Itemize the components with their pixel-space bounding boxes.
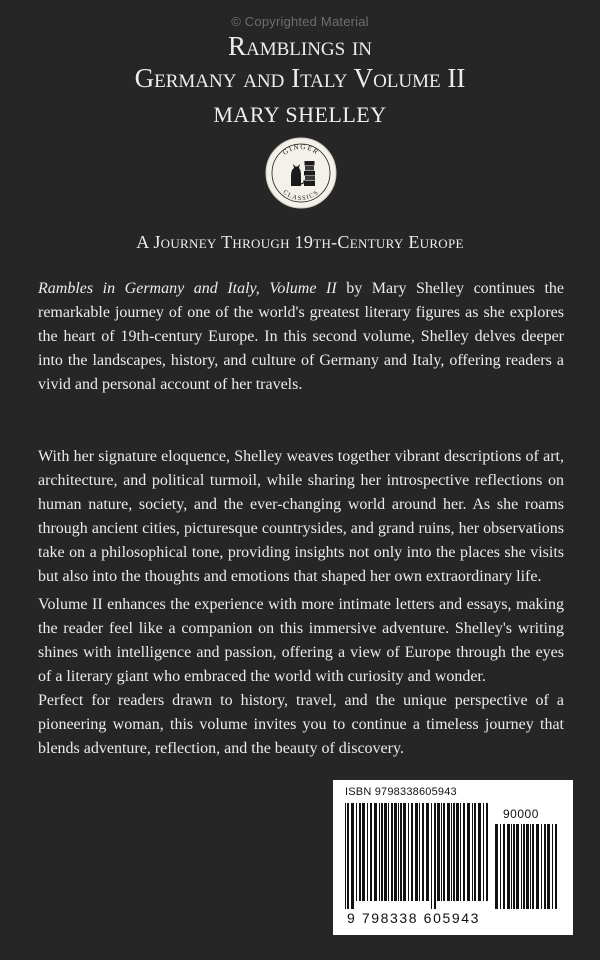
barcode-bar — [437, 803, 440, 901]
barcode-bar — [453, 803, 455, 901]
barcode-bar — [434, 803, 436, 909]
barcode-bar — [474, 803, 476, 901]
barcode-addon-bars — [493, 824, 561, 909]
barcode-bar — [511, 824, 512, 909]
barcode-addon-code: 90000 — [503, 807, 539, 821]
barcode-bar — [398, 803, 399, 901]
barcode-bar — [384, 803, 387, 901]
barcode-bar — [426, 803, 429, 901]
barcode-bar — [347, 803, 349, 909]
barcode-bar — [513, 824, 515, 909]
description-title-italic: Rambles in Germany and Italy, Volume II — [38, 280, 337, 297]
barcode-bar — [544, 824, 546, 909]
barcode-digits: 9 798338 605943 — [347, 910, 480, 926]
barcode-bar — [431, 803, 432, 909]
description-paragraph-4: Perfect for readers drawn to history, travel, and the unique perspective of a pioneering woman, this volume invites you to continue a timeless journey that blends adventure, reflection, and the beauty of discovery. — [38, 692, 564, 757]
barcode-bar — [460, 803, 461, 901]
barcode-bar — [374, 803, 377, 901]
barcode-bar — [463, 803, 465, 901]
description-paragraph-1 — [38, 277, 564, 397]
barcode-bar — [500, 824, 501, 909]
barcode-bar — [552, 824, 553, 909]
barcode-bar — [523, 824, 525, 909]
barcode-bar — [467, 803, 470, 901]
barcode-bar — [447, 803, 450, 901]
barcode-bar — [422, 803, 424, 901]
barcode-bar — [526, 824, 529, 909]
barcode-bar — [381, 803, 383, 901]
barcode-bars — [343, 803, 491, 909]
barcode-bar — [411, 803, 413, 901]
barcode-bar — [441, 803, 442, 901]
copyright-watermark: © Copyrighted Material — [231, 14, 369, 29]
author-name: MARY SHELLEY — [213, 102, 387, 127]
barcode-bar — [391, 803, 393, 901]
barcode-bar — [408, 803, 409, 901]
barcode-bar — [451, 803, 452, 901]
description-paragraph-3: Volume II enhances the experience with more intimate letters and essays, making the reader feel like a companion on this immersive adventure. Shelley's writing shines with intelligence and passion, offering a view of Europe through the eyes of a literary giant who embraced the world with curiosity and wonder. — [38, 596, 564, 685]
barcode-bar — [362, 803, 365, 901]
logo-text-bottom: CLASSICS — [281, 188, 321, 203]
barcode-bar — [351, 803, 354, 909]
barcode-bar — [345, 803, 346, 909]
barcode-bar — [472, 803, 473, 901]
isbn-label: ISBN 9798338605943 — [345, 786, 457, 798]
book-title-line-2: Germany and Italy Volume II — [134, 63, 466, 93]
book-subtitle: A Journey Through 19th-Century Europe — [136, 232, 464, 252]
barcode-bar — [370, 803, 372, 901]
barcode-bar — [530, 824, 531, 909]
barcode-bar — [507, 824, 510, 909]
logo-text-top: GINGER — [281, 142, 321, 157]
barcode-bar — [483, 803, 484, 901]
barcode-bar — [379, 803, 380, 901]
barcode-bar — [400, 803, 402, 901]
isbn-barcode — [333, 780, 573, 935]
barcode-bar — [541, 824, 542, 909]
barcode-bar — [521, 824, 522, 909]
barcode-bar — [356, 803, 357, 901]
barcode-bar — [443, 803, 445, 901]
ginger-classics-logo — [264, 136, 338, 210]
barcode-bar — [555, 824, 557, 909]
barcode-bar — [495, 824, 498, 909]
barcode-bar — [516, 824, 519, 909]
barcode-bar — [536, 824, 539, 909]
description-paragraph-1-text: by Mary Shelley continues the remarkable journey of one of the world's greatest literary figures as she explores the heart of 19th-century Europe. In this second volume, Shelley delves deeper into the landscapes, history, and culture of Germany and Italy, offering readers a vivid and personal account of her travels. — [38, 280, 565, 393]
description-paragraph-2: With her signature eloquence, Shelley weaves together vibrant descriptions of art, architecture, and political turmoil, while sharing her introspective reflections on human nature, society, and the ever-changing world around her. As she roams through ancient cities, picturesque countrysides, and grand ruins, her observations take on a philosophical tone, providing insights not only into the places she visits but also into the thoughts and emotions that shaped her own extraordinary life. — [38, 448, 564, 585]
barcode-bar — [359, 803, 361, 901]
barcode-bar — [367, 803, 368, 901]
barcode-bar — [415, 803, 418, 901]
barcode-bar — [486, 803, 488, 901]
barcode-bar — [419, 803, 420, 901]
barcode-bar — [532, 824, 534, 909]
barcode-bar — [547, 824, 550, 909]
barcode-bar — [403, 803, 406, 901]
barcode-bar — [388, 803, 389, 901]
book-title-line-1: Ramblings in — [227, 31, 373, 61]
barcode-bar — [394, 803, 397, 901]
barcode-bar — [478, 803, 481, 901]
barcode-bar — [503, 824, 505, 909]
barcode-bar — [456, 803, 459, 901]
